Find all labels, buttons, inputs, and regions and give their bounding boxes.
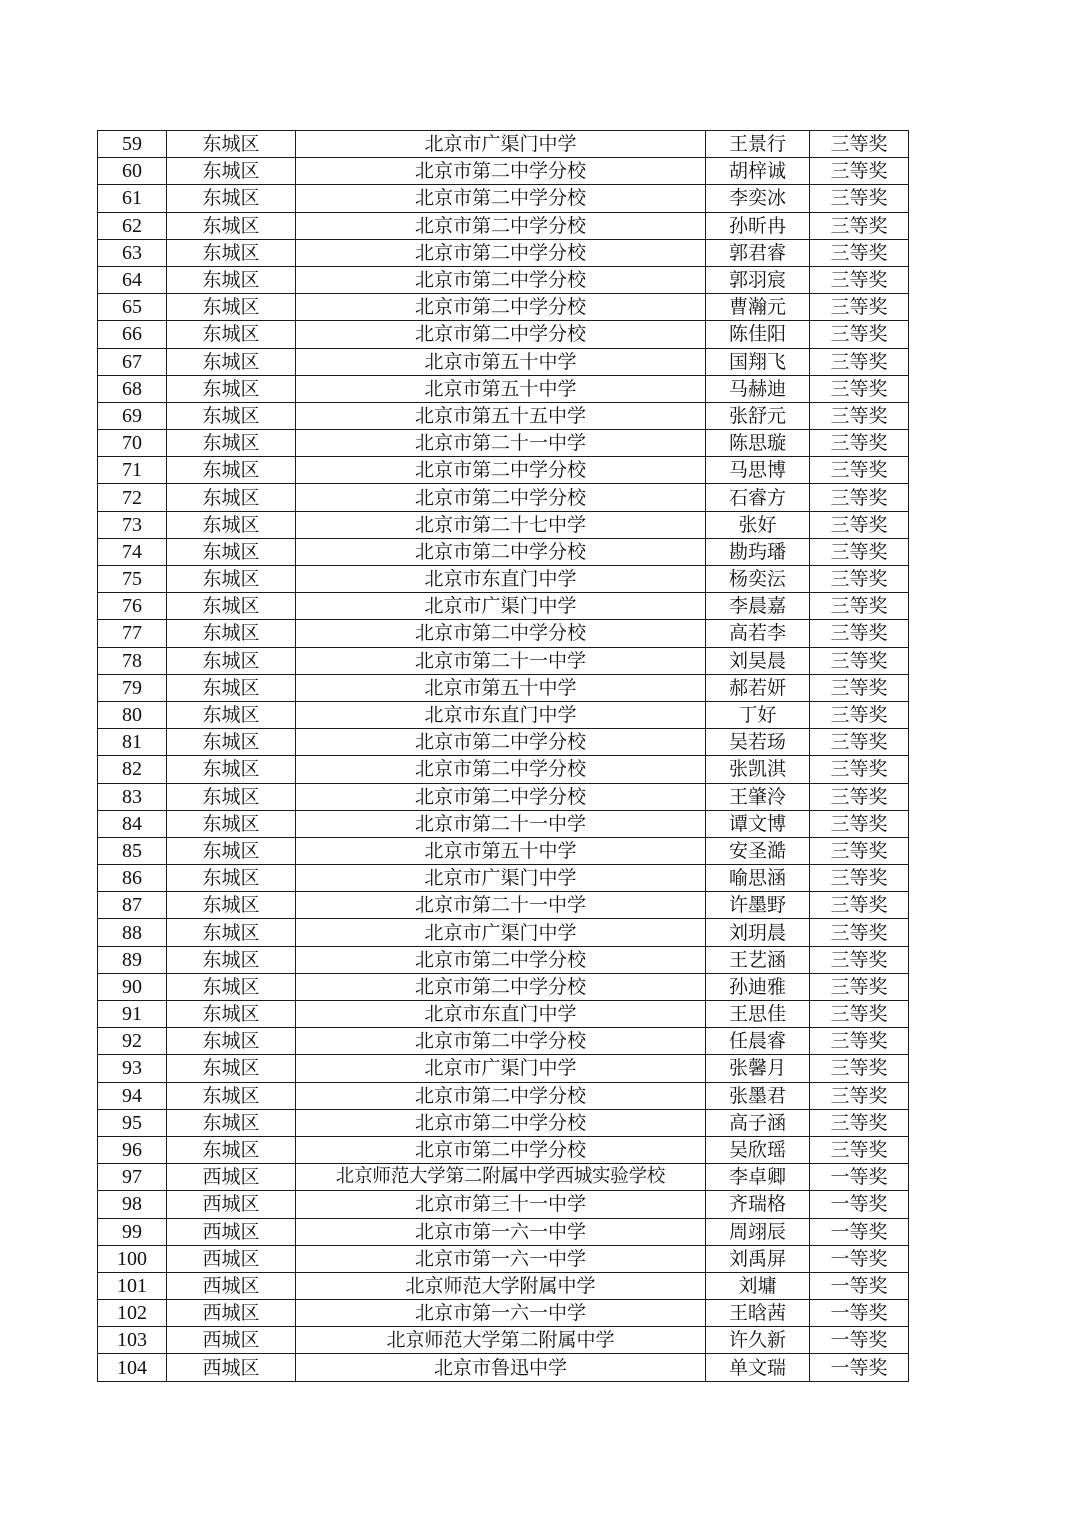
school-cell: 北京市第五十中学 xyxy=(296,837,706,864)
row-number-cell: 99 xyxy=(98,1218,167,1245)
district-cell: 东城区 xyxy=(167,919,296,946)
student-name-cell: 吴若玚 xyxy=(706,729,810,756)
district-cell: 西城区 xyxy=(167,1245,296,1272)
school-cell: 北京市第二十一中学 xyxy=(296,892,706,919)
table-row xyxy=(98,375,909,402)
award-level-cell: 三等奖 xyxy=(810,402,909,429)
school-cell: 北京市第五十中学 xyxy=(296,674,706,701)
school-cell: 北京市第一六一中学 xyxy=(296,1245,706,1272)
award-level-cell: 一等奖 xyxy=(810,1272,909,1299)
award-level-cell: 三等奖 xyxy=(810,1001,909,1028)
award-level-cell: 三等奖 xyxy=(810,837,909,864)
school-cell: 北京市东直门中学 xyxy=(296,1001,706,1028)
award-level-cell: 三等奖 xyxy=(810,1136,909,1163)
award-level-cell: 三等奖 xyxy=(810,566,909,593)
school-cell: 北京市第二中学分校 xyxy=(296,756,706,783)
student-name-cell: 郭君睿 xyxy=(706,239,810,266)
row-number-cell: 70 xyxy=(98,430,167,457)
student-name-cell: 谭文博 xyxy=(706,810,810,837)
award-level-cell: 三等奖 xyxy=(810,375,909,402)
row-number-cell: 102 xyxy=(98,1300,167,1327)
student-name-cell: 陈佳阳 xyxy=(706,321,810,348)
student-name-cell: 张好 xyxy=(706,511,810,538)
award-level-cell: 一等奖 xyxy=(810,1164,909,1191)
table-row xyxy=(98,457,909,484)
student-name-cell: 刘昊晨 xyxy=(706,647,810,674)
district-cell: 东城区 xyxy=(167,810,296,837)
school-cell: 北京市第一六一中学 xyxy=(296,1218,706,1245)
table-row xyxy=(98,892,909,919)
student-name-cell: 曹瀚元 xyxy=(706,294,810,321)
table-row xyxy=(98,402,909,429)
award-level-cell: 一等奖 xyxy=(810,1300,909,1327)
student-name-cell: 李晨嘉 xyxy=(706,593,810,620)
district-cell: 东城区 xyxy=(167,756,296,783)
table-row xyxy=(98,430,909,457)
district-cell: 东城区 xyxy=(167,375,296,402)
school-cell: 北京师范大学附属中学 xyxy=(296,1272,706,1299)
student-name-cell: 王肇泠 xyxy=(706,783,810,810)
row-number-cell: 69 xyxy=(98,402,167,429)
row-number-cell: 91 xyxy=(98,1001,167,1028)
student-name-cell: 胡梓诚 xyxy=(706,158,810,185)
school-cell: 北京市第五十中学 xyxy=(296,348,706,375)
row-number-cell: 96 xyxy=(98,1136,167,1163)
student-name-cell: 郝若妍 xyxy=(706,674,810,701)
student-name-cell: 国翔飞 xyxy=(706,348,810,375)
row-number-cell: 65 xyxy=(98,294,167,321)
school-cell: 北京市广渠门中学 xyxy=(296,131,706,158)
student-name-cell: 张馨月 xyxy=(706,1055,810,1082)
school-cell: 北京市广渠门中学 xyxy=(296,865,706,892)
table-row xyxy=(98,1245,909,1272)
district-cell: 西城区 xyxy=(167,1272,296,1299)
district-cell: 西城区 xyxy=(167,1300,296,1327)
student-name-cell: 许久新 xyxy=(706,1327,810,1354)
district-cell: 东城区 xyxy=(167,566,296,593)
district-cell: 东城区 xyxy=(167,892,296,919)
district-cell: 东城区 xyxy=(167,946,296,973)
table-row xyxy=(98,1001,909,1028)
row-number-cell: 80 xyxy=(98,701,167,728)
student-name-cell: 王思佳 xyxy=(706,1001,810,1028)
table-row xyxy=(98,348,909,375)
row-number-cell: 97 xyxy=(98,1164,167,1191)
table-row xyxy=(98,511,909,538)
award-level-cell: 一等奖 xyxy=(810,1327,909,1354)
row-number-cell: 86 xyxy=(98,865,167,892)
school-cell: 北京市第二十一中学 xyxy=(296,430,706,457)
district-cell: 东城区 xyxy=(167,701,296,728)
award-level-cell: 三等奖 xyxy=(810,131,909,158)
district-cell: 西城区 xyxy=(167,1218,296,1245)
school-cell: 北京市第二十七中学 xyxy=(296,511,706,538)
school-cell: 北京市第二中学分校 xyxy=(296,783,706,810)
student-name-cell: 单文瑞 xyxy=(706,1354,810,1381)
row-number-cell: 85 xyxy=(98,837,167,864)
school-cell: 北京市第二中学分校 xyxy=(296,946,706,973)
school-cell: 北京师范大学第二附属中学 xyxy=(296,1327,706,1354)
district-cell: 东城区 xyxy=(167,837,296,864)
row-number-cell: 68 xyxy=(98,375,167,402)
table-row xyxy=(98,239,909,266)
student-name-cell: 勘玙璠 xyxy=(706,538,810,565)
table-row xyxy=(98,1191,909,1218)
student-name-cell: 王晗茜 xyxy=(706,1300,810,1327)
table-row xyxy=(98,1300,909,1327)
table-row xyxy=(98,131,909,158)
award-level-cell: 三等奖 xyxy=(810,674,909,701)
student-name-cell: 陈思璇 xyxy=(706,430,810,457)
row-number-cell: 93 xyxy=(98,1055,167,1082)
school-cell: 北京市第二中学分校 xyxy=(296,294,706,321)
table-row xyxy=(98,566,909,593)
school-cell: 北京市东直门中学 xyxy=(296,566,706,593)
district-cell: 西城区 xyxy=(167,1191,296,1218)
table-row xyxy=(98,212,909,239)
award-level-cell: 三等奖 xyxy=(810,348,909,375)
award-level-cell: 三等奖 xyxy=(810,484,909,511)
row-number-cell: 87 xyxy=(98,892,167,919)
student-name-cell: 高子涵 xyxy=(706,1109,810,1136)
table-row xyxy=(98,1136,909,1163)
award-level-cell: 三等奖 xyxy=(810,1109,909,1136)
award-level-cell: 三等奖 xyxy=(810,892,909,919)
student-name-cell: 石睿方 xyxy=(706,484,810,511)
row-number-cell: 104 xyxy=(98,1354,167,1381)
district-cell: 东城区 xyxy=(167,348,296,375)
award-level-cell: 三等奖 xyxy=(810,946,909,973)
school-cell: 北京市第二中学分校 xyxy=(296,1109,706,1136)
school-cell: 北京市第二中学分校 xyxy=(296,484,706,511)
award-level-cell: 三等奖 xyxy=(810,1082,909,1109)
district-cell: 东城区 xyxy=(167,1136,296,1163)
table-row xyxy=(98,593,909,620)
table-row xyxy=(98,729,909,756)
school-cell: 北京市第二中学分校 xyxy=(296,321,706,348)
row-number-cell: 84 xyxy=(98,810,167,837)
district-cell: 东城区 xyxy=(167,457,296,484)
school-cell: 北京师范大学第二附属中学西城实验学校 xyxy=(296,1164,706,1191)
school-cell: 北京市第五十五中学 xyxy=(296,402,706,429)
district-cell: 东城区 xyxy=(167,865,296,892)
row-number-cell: 59 xyxy=(98,131,167,158)
table-row xyxy=(98,810,909,837)
student-name-cell: 王艺涵 xyxy=(706,946,810,973)
row-number-cell: 77 xyxy=(98,620,167,647)
student-name-cell: 郭羽宸 xyxy=(706,266,810,293)
school-cell: 北京市第三十一中学 xyxy=(296,1191,706,1218)
district-cell: 西城区 xyxy=(167,1354,296,1381)
table-row xyxy=(98,321,909,348)
student-name-cell: 刘禹屏 xyxy=(706,1245,810,1272)
school-cell: 北京市广渠门中学 xyxy=(296,919,706,946)
district-cell: 东城区 xyxy=(167,783,296,810)
student-name-cell: 张凯淇 xyxy=(706,756,810,783)
table-row xyxy=(98,294,909,321)
table-row xyxy=(98,1109,909,1136)
award-level-cell: 三等奖 xyxy=(810,1055,909,1082)
row-number-cell: 73 xyxy=(98,511,167,538)
student-name-cell: 周翊辰 xyxy=(706,1218,810,1245)
student-name-cell: 孙迪雅 xyxy=(706,973,810,1000)
district-cell: 东城区 xyxy=(167,402,296,429)
award-level-cell: 三等奖 xyxy=(810,701,909,728)
student-name-cell: 喻思涵 xyxy=(706,865,810,892)
school-cell: 北京市第一六一中学 xyxy=(296,1300,706,1327)
school-cell: 北京市第五十中学 xyxy=(296,375,706,402)
student-name-cell: 张舒元 xyxy=(706,402,810,429)
award-level-cell: 三等奖 xyxy=(810,430,909,457)
award-level-cell: 三等奖 xyxy=(810,321,909,348)
award-level-cell: 三等奖 xyxy=(810,239,909,266)
row-number-cell: 62 xyxy=(98,212,167,239)
student-name-cell: 王景行 xyxy=(706,131,810,158)
district-cell: 东城区 xyxy=(167,620,296,647)
row-number-cell: 60 xyxy=(98,158,167,185)
table-row xyxy=(98,1327,909,1354)
award-level-cell: 三等奖 xyxy=(810,810,909,837)
school-cell: 北京市第二中学分校 xyxy=(296,212,706,239)
award-level-cell: 三等奖 xyxy=(810,158,909,185)
table-row xyxy=(98,837,909,864)
table-row xyxy=(98,1218,909,1245)
row-number-cell: 100 xyxy=(98,1245,167,1272)
table-row xyxy=(98,185,909,212)
table-row xyxy=(98,1082,909,1109)
district-cell: 东城区 xyxy=(167,430,296,457)
row-number-cell: 89 xyxy=(98,946,167,973)
row-number-cell: 63 xyxy=(98,239,167,266)
school-cell: 北京市第二中学分校 xyxy=(296,620,706,647)
school-cell: 北京市东直门中学 xyxy=(296,701,706,728)
row-number-cell: 92 xyxy=(98,1028,167,1055)
district-cell: 东城区 xyxy=(167,212,296,239)
table-row xyxy=(98,484,909,511)
school-cell: 北京市第二中学分校 xyxy=(296,1136,706,1163)
district-cell: 东城区 xyxy=(167,294,296,321)
school-cell: 北京市广渠门中学 xyxy=(296,593,706,620)
award-level-cell: 三等奖 xyxy=(810,756,909,783)
award-level-cell: 三等奖 xyxy=(810,620,909,647)
district-cell: 东城区 xyxy=(167,593,296,620)
row-number-cell: 82 xyxy=(98,756,167,783)
award-level-cell: 三等奖 xyxy=(810,511,909,538)
school-cell: 北京市广渠门中学 xyxy=(296,1055,706,1082)
row-number-cell: 94 xyxy=(98,1082,167,1109)
district-cell: 东城区 xyxy=(167,1082,296,1109)
district-cell: 东城区 xyxy=(167,647,296,674)
student-name-cell: 杨奕沄 xyxy=(706,566,810,593)
school-cell: 北京市第二十一中学 xyxy=(296,810,706,837)
table-row xyxy=(98,620,909,647)
row-number-cell: 64 xyxy=(98,266,167,293)
school-cell: 北京市第二十一中学 xyxy=(296,647,706,674)
student-name-cell: 高若李 xyxy=(706,620,810,647)
award-level-cell: 一等奖 xyxy=(810,1191,909,1218)
row-number-cell: 88 xyxy=(98,919,167,946)
award-table-body xyxy=(98,131,909,1382)
award-level-cell: 三等奖 xyxy=(810,266,909,293)
row-number-cell: 98 xyxy=(98,1191,167,1218)
student-name-cell: 许墨野 xyxy=(706,892,810,919)
student-name-cell: 安圣澔 xyxy=(706,837,810,864)
table-row xyxy=(98,1272,909,1299)
student-name-cell: 吴欣瑶 xyxy=(706,1136,810,1163)
row-number-cell: 78 xyxy=(98,647,167,674)
table-row xyxy=(98,701,909,728)
row-number-cell: 101 xyxy=(98,1272,167,1299)
school-cell: 北京市鲁迅中学 xyxy=(296,1354,706,1381)
table-row xyxy=(98,1055,909,1082)
school-cell: 北京市第二中学分校 xyxy=(296,158,706,185)
row-number-cell: 72 xyxy=(98,484,167,511)
table-row xyxy=(98,865,909,892)
table-row xyxy=(98,1354,909,1381)
award-level-cell: 三等奖 xyxy=(810,212,909,239)
student-name-cell: 齐瑞格 xyxy=(706,1191,810,1218)
district-cell: 东城区 xyxy=(167,1109,296,1136)
student-name-cell: 马思博 xyxy=(706,457,810,484)
table-row xyxy=(98,538,909,565)
row-number-cell: 103 xyxy=(98,1327,167,1354)
district-cell: 东城区 xyxy=(167,674,296,701)
award-level-cell: 三等奖 xyxy=(810,1028,909,1055)
district-cell: 东城区 xyxy=(167,1055,296,1082)
award-level-cell: 三等奖 xyxy=(810,294,909,321)
district-cell: 东城区 xyxy=(167,484,296,511)
district-cell: 东城区 xyxy=(167,321,296,348)
row-number-cell: 71 xyxy=(98,457,167,484)
row-number-cell: 79 xyxy=(98,674,167,701)
award-level-cell: 一等奖 xyxy=(810,1354,909,1381)
district-cell: 东城区 xyxy=(167,1028,296,1055)
student-name-cell: 张墨君 xyxy=(706,1082,810,1109)
district-cell: 东城区 xyxy=(167,239,296,266)
student-name-cell: 刘墉 xyxy=(706,1272,810,1299)
table-row xyxy=(98,266,909,293)
school-cell: 北京市第二中学分校 xyxy=(296,266,706,293)
school-cell: 北京市第二中学分校 xyxy=(296,239,706,266)
district-cell: 西城区 xyxy=(167,1327,296,1354)
award-level-cell: 三等奖 xyxy=(810,783,909,810)
table-row xyxy=(98,756,909,783)
table-row xyxy=(98,1164,909,1191)
award-level-cell: 三等奖 xyxy=(810,538,909,565)
row-number-cell: 66 xyxy=(98,321,167,348)
table-row xyxy=(98,158,909,185)
district-cell: 西城区 xyxy=(167,1164,296,1191)
district-cell: 东城区 xyxy=(167,158,296,185)
award-level-cell: 三等奖 xyxy=(810,593,909,620)
school-cell: 北京市第二中学分校 xyxy=(296,729,706,756)
award-level-cell: 三等奖 xyxy=(810,185,909,212)
district-cell: 东城区 xyxy=(167,973,296,1000)
table-row xyxy=(98,919,909,946)
district-cell: 东城区 xyxy=(167,131,296,158)
student-name-cell: 马赫迪 xyxy=(706,375,810,402)
school-cell: 北京市第二中学分校 xyxy=(296,1082,706,1109)
district-cell: 东城区 xyxy=(167,511,296,538)
student-name-cell: 丁好 xyxy=(706,701,810,728)
award-level-cell: 三等奖 xyxy=(810,457,909,484)
row-number-cell: 81 xyxy=(98,729,167,756)
award-level-cell: 三等奖 xyxy=(810,865,909,892)
student-name-cell: 刘玥晨 xyxy=(706,919,810,946)
district-cell: 东城区 xyxy=(167,1001,296,1028)
student-name-cell: 李卓卿 xyxy=(706,1164,810,1191)
school-cell: 北京市第二中学分校 xyxy=(296,185,706,212)
school-cell: 北京市第二中学分校 xyxy=(296,457,706,484)
table-row xyxy=(98,674,909,701)
district-cell: 东城区 xyxy=(167,729,296,756)
table-row xyxy=(98,1028,909,1055)
row-number-cell: 75 xyxy=(98,566,167,593)
row-number-cell: 67 xyxy=(98,348,167,375)
table-row xyxy=(98,946,909,973)
row-number-cell: 76 xyxy=(98,593,167,620)
district-cell: 东城区 xyxy=(167,266,296,293)
district-cell: 东城区 xyxy=(167,185,296,212)
award-list-table xyxy=(97,130,909,1382)
award-level-cell: 三等奖 xyxy=(810,919,909,946)
student-name-cell: 任晨睿 xyxy=(706,1028,810,1055)
district-cell: 东城区 xyxy=(167,538,296,565)
award-level-cell: 一等奖 xyxy=(810,1245,909,1272)
award-level-cell: 三等奖 xyxy=(810,729,909,756)
student-name-cell: 李奕冰 xyxy=(706,185,810,212)
table-row xyxy=(98,647,909,674)
row-number-cell: 95 xyxy=(98,1109,167,1136)
award-level-cell: 三等奖 xyxy=(810,647,909,674)
row-number-cell: 74 xyxy=(98,538,167,565)
student-name-cell: 孙昕冉 xyxy=(706,212,810,239)
row-number-cell: 90 xyxy=(98,973,167,1000)
row-number-cell: 61 xyxy=(98,185,167,212)
school-cell: 北京市第二中学分校 xyxy=(296,538,706,565)
table-row xyxy=(98,783,909,810)
award-level-cell: 一等奖 xyxy=(810,1218,909,1245)
award-level-cell: 三等奖 xyxy=(810,973,909,1000)
school-cell: 北京市第二中学分校 xyxy=(296,1028,706,1055)
row-number-cell: 83 xyxy=(98,783,167,810)
school-cell: 北京市第二中学分校 xyxy=(296,973,706,1000)
table-row xyxy=(98,973,909,1000)
